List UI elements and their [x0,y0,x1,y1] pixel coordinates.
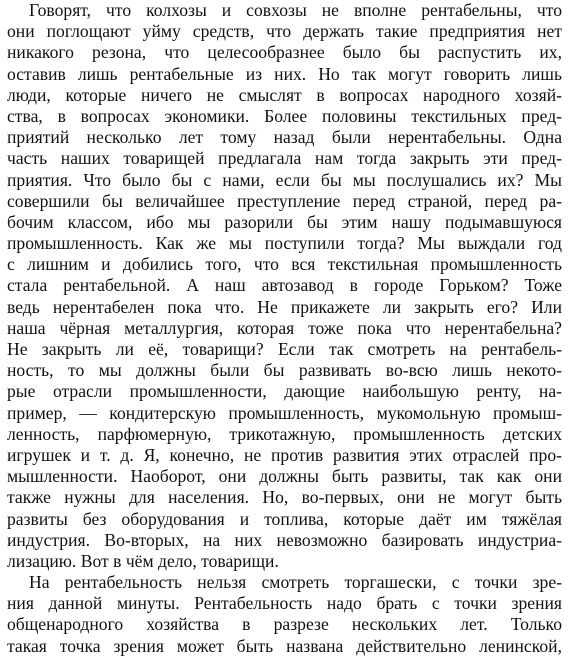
text-line: Говорят, что колхозы и совхозы не вполне рентабельны, что [29,0,562,20]
text-line: совершили бы величайшее преступление перед страной, перед ра- [7,190,562,211]
text-line: наша чёрная металлургия, которая тоже пока что нерентабельна? [7,317,562,338]
text-line: они поглощают уйму средств, что держать такие предприятия нет [7,21,562,42]
text-line: мышленности. Наоборот, они должны быть развиты, так как они [7,466,562,487]
text-line: развиты без оборудования и топлива, которые даёт им тяжёлая [7,508,562,529]
text-line: пример, — кондитерскую промышленность, мукомольную промыш- [7,402,562,423]
text-line: индустрия. Во-вторых, на них невозможно базировать индустриа- [7,529,562,550]
text-line: также нужны для населения. Но, во-первых, они не могут быть [7,487,562,508]
paragraph-1 [7,0,562,572]
paragraph-2 [7,572,562,657]
text-line: стала рентабельной. А наш автозавод в городе Горьком? Тоже [7,275,562,296]
text-line: ность, то мы должны были бы развивать во-всю лишь некото- [7,360,562,381]
text-line: с лишним и добились того, что вся текстильная промышленность [7,254,562,275]
text-line: лизацию. Вот в чём дело, товарищи. [7,550,279,571]
text-line: Не закрыть ли её, товарищи? Если так смотреть на рентабель- [7,339,562,359]
text-line: ленность, парфюмерную, трикотажную, промышленность детских [7,423,562,444]
text-line: На рентабельность нельзя смотреть торгашески, с точки зре- [29,572,562,593]
text-line: люди, которые ничего не смыслят в вопросах народного хозяй- [7,84,562,105]
text-line: промышленность. Как же мы поступили тогда? Мы выждали год [7,233,562,254]
text-line: игрушек и т. д. Я, конечно, не против развития этих отраслей про- [7,444,562,465]
text-line: ведь нерентабелен пока что. Не прикажете ли закрыть его? Или [7,296,562,317]
text-line: приятия. Что было бы с нами, если бы мы послушались их? Мы [7,169,562,190]
text-line: общенародного хозяйства в разрезе нескольких лет. Только [7,614,562,635]
text-line: приятий несколько лет тому назад были нерентабельны. Одна [7,127,562,148]
text-line: никакого резона, что целесообразнее было бы распустить их, [7,42,562,63]
text-line: оставив лишь рентабельные из них. Но так могут говорить лишь [7,63,562,84]
text-line: ния данной минуты. Рентабельность надо брать с точки зрения [7,593,562,614]
text-line: часть наших товарищей предлагала нам тогда закрыть эти пред- [7,148,562,169]
text-line: рые отрасли промышленности, дающие наибольшую ренту, на- [7,381,562,402]
document-page [7,0,562,657]
text-line: ства, в вопросах экономики. Более половины текстильных пред- [7,105,562,126]
text-line: такая точка зрения может быть названа действительно ленинской, [7,635,562,656]
text-line: бочим классом, ибо мы разорили бы этим нашу подымавшуюся [7,211,562,232]
